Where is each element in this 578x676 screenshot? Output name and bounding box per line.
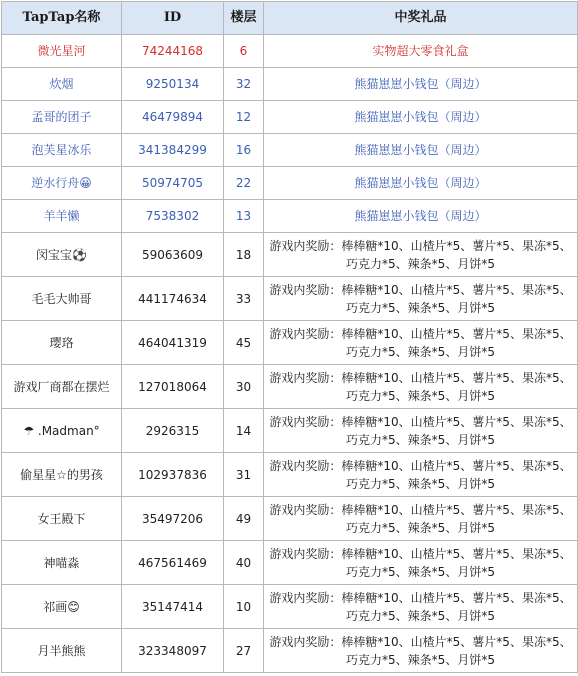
cell-id: 35147414 [122,585,224,629]
table-row [2,233,578,277]
table-row [2,134,578,167]
cell-name: 泡芙星冰乐 [2,134,122,167]
header-id: ID [122,2,224,35]
cell-floor: 40 [224,541,264,585]
cell-id: 464041319 [122,321,224,365]
cell-id: 341384299 [122,134,224,167]
cell-name: 微光星河 [2,35,122,68]
cell-prize: 熊猫崽崽小钱包（周边） [264,200,578,233]
cell-floor: 22 [224,167,264,200]
table-row [2,453,578,497]
header-name: TapTap名称 [2,2,122,35]
cell-floor: 6 [224,35,264,68]
table-row [2,541,578,585]
cell-id: 74244168 [122,35,224,68]
cell-name: 月半熊熊 [2,629,122,673]
cell-floor: 30 [224,365,264,409]
cell-id: 59063609 [122,233,224,277]
cell-name: 女王殿下 [2,497,122,541]
cell-prize: 熊猫崽崽小钱包（周边） [264,101,578,134]
cell-floor: 45 [224,321,264,365]
cell-prize: 实物超大零食礼盒 [264,35,578,68]
cell-prize: 游戏内奖励：棒棒糖*10、山楂片*5、薯片*5、果冻*5、巧克力*5、辣条*5、月饼*5 [264,409,578,453]
cell-id: 7538302 [122,200,224,233]
table-row [2,585,578,629]
cell-id: 46479894 [122,101,224,134]
cell-prize: 游戏内奖励：棒棒糖*10、山楂片*5、薯片*5、果冻*5、巧克力*5、辣条*5、月饼*5 [264,365,578,409]
table-row [2,365,578,409]
cell-name: 偷星星☆的男孩 [2,453,122,497]
cell-floor: 13 [224,200,264,233]
cell-prize: 游戏内奖励：棒棒糖*10、山楂片*5、薯片*5、果冻*5、巧克力*5、辣条*5、月饼*5 [264,497,578,541]
cell-name: 神喵淼 [2,541,122,585]
cell-name: 孟哥的团子 [2,101,122,134]
cell-name: 炊烟 [2,68,122,101]
cell-floor: 14 [224,409,264,453]
cell-name: 逆水行舟😀 [2,167,122,200]
table-row [2,409,578,453]
table-row [2,68,578,101]
table-body [2,35,578,673]
cell-name: 羊羊懒 [2,200,122,233]
table-row [2,200,578,233]
cell-id: 127018064 [122,365,224,409]
cell-id: 467561469 [122,541,224,585]
cell-id: 35497206 [122,497,224,541]
cell-id: 441174634 [122,277,224,321]
cell-prize: 游戏内奖励：棒棒糖*10、山楂片*5、薯片*5、果冻*5、巧克力*5、辣条*5、月饼*5 [264,321,578,365]
cell-floor: 32 [224,68,264,101]
winners-table [1,1,578,673]
cell-prize: 游戏内奖励：棒棒糖*10、山楂片*5、薯片*5、果冻*5、巧克力*5、辣条*5、月饼*5 [264,453,578,497]
cell-floor: 49 [224,497,264,541]
table-row [2,35,578,68]
cell-prize: 游戏内奖励：棒棒糖*10、山楂片*5、薯片*5、果冻*5、巧克力*5、辣条*5、月饼*5 [264,277,578,321]
cell-prize: 熊猫崽崽小钱包（周边） [264,167,578,200]
header-floor: 楼层 [224,2,264,35]
table-row [2,167,578,200]
table-row [2,497,578,541]
cell-floor: 27 [224,629,264,673]
cell-prize: 游戏内奖励：棒棒糖*10、山楂片*5、薯片*5、果冻*5、巧克力*5、辣条*5、月饼*5 [264,541,578,585]
table-row [2,101,578,134]
cell-name: 璎珞 [2,321,122,365]
table-row [2,629,578,673]
cell-name: ☂ .Madman° [2,409,122,453]
cell-id: 9250134 [122,68,224,101]
cell-id: 2926315 [122,409,224,453]
cell-prize: 熊猫崽崽小钱包（周边） [264,134,578,167]
cell-floor: 12 [224,101,264,134]
header-prize: 中奖礼品 [264,2,578,35]
cell-id: 102937836 [122,453,224,497]
table-header-row [2,2,578,35]
cell-name: 毛毛大帅哥 [2,277,122,321]
cell-floor: 31 [224,453,264,497]
cell-floor: 10 [224,585,264,629]
table-row [2,277,578,321]
cell-prize: 熊猫崽崽小钱包（周边） [264,68,578,101]
cell-name: 闵宝宝⚽ [2,233,122,277]
table-row [2,321,578,365]
cell-name: 祁画😊 [2,585,122,629]
cell-prize: 游戏内奖励：棒棒糖*10、山楂片*5、薯片*5、果冻*5、巧克力*5、辣条*5、月饼*5 [264,233,578,277]
cell-floor: 18 [224,233,264,277]
cell-prize: 游戏内奖励：棒棒糖*10、山楂片*5、薯片*5、果冻*5、巧克力*5、辣条*5、月饼*5 [264,585,578,629]
cell-id: 50974705 [122,167,224,200]
cell-name: 游戏厂商都在摆烂 [2,365,122,409]
cell-floor: 33 [224,277,264,321]
cell-id: 323348097 [122,629,224,673]
cell-prize: 游戏内奖励：棒棒糖*10、山楂片*5、薯片*5、果冻*5、巧克力*5、辣条*5、月饼*5 [264,629,578,673]
cell-floor: 16 [224,134,264,167]
